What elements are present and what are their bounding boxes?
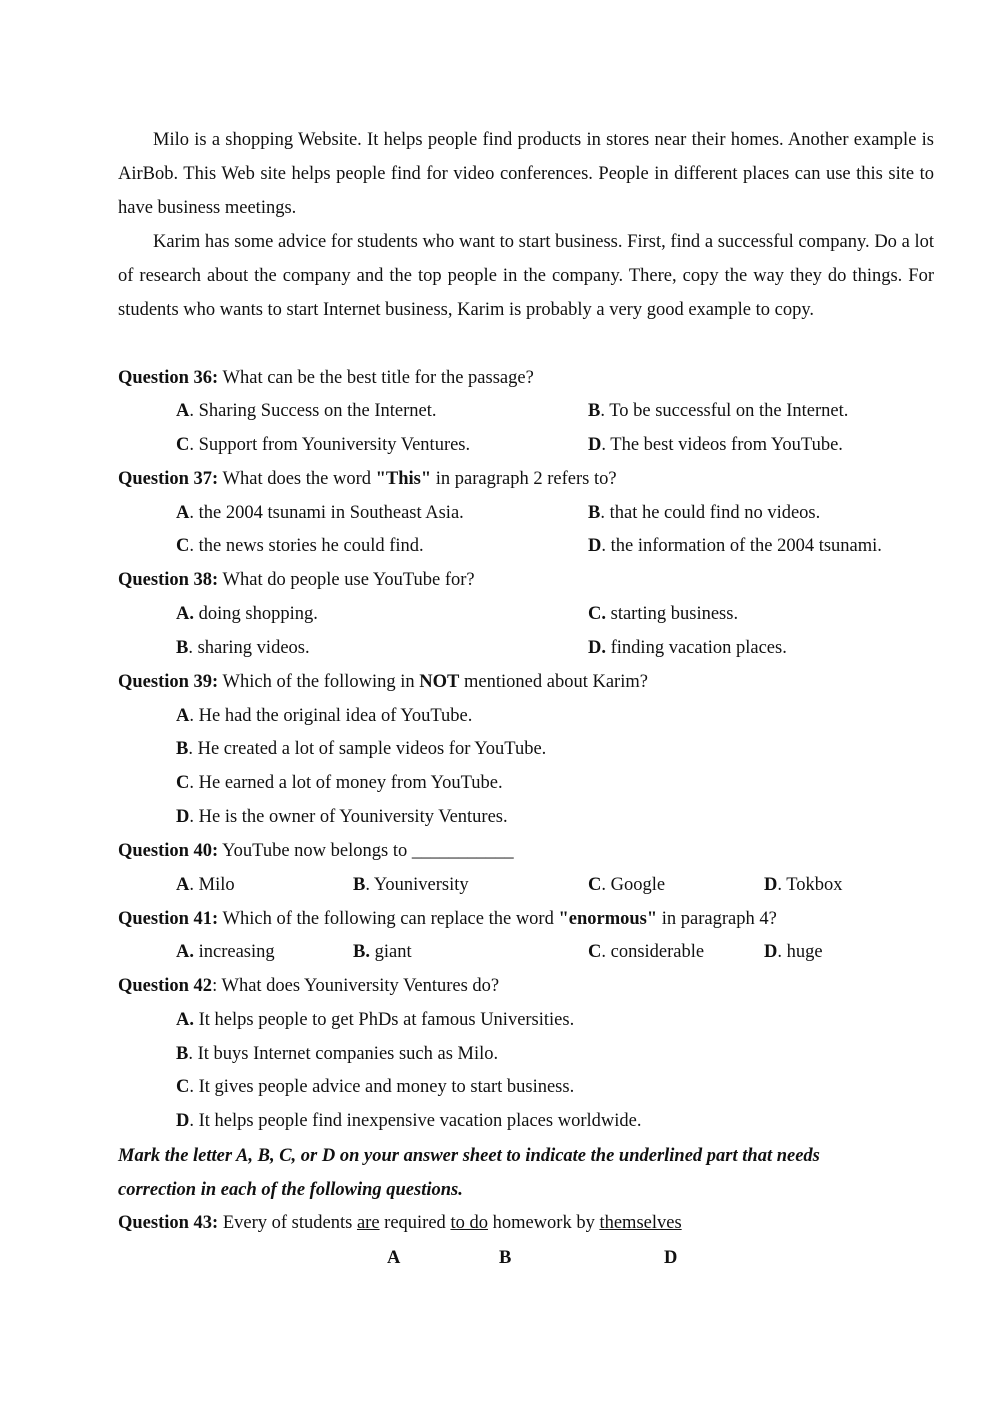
q37-option-d: D. the information of the 2004 tsunami. (588, 536, 882, 556)
instruction-line-1: Mark the letter A, B, C, or D on your answer sheet to indicate the underlined part that needs (118, 1146, 820, 1166)
question-39: Question 39: Which of the following in NOT mentioned about Karim? (118, 672, 648, 692)
q39-option-b: B. He created a lot of sample videos for YouTube. (176, 739, 547, 759)
q40-option-d: D. Tokbox (764, 875, 843, 895)
q41-option-b: B. giant (353, 942, 412, 962)
q40-option-b: B. Youniversity (353, 875, 469, 895)
q36-option-d: D. The best videos from YouTube. (588, 435, 843, 455)
q43-underlined-a: are (356, 1213, 380, 1233)
question-38: Question 38: What do people use YouTube for? (118, 570, 475, 590)
q41-option-a: A. increasing (176, 942, 275, 962)
q38-option-c: C. starting business. (588, 604, 739, 624)
q36-option-c: C. Support from Youniversity Ventures. (176, 435, 471, 455)
question-37: Question 37: What does the word "This" in paragraph 2 refers to? (118, 469, 617, 489)
q38-option-a: A. doing shopping. (176, 604, 318, 624)
q43-letter-d: D (664, 1248, 678, 1268)
q43-letter-b: B (499, 1248, 512, 1268)
q39-option-c: C. He earned a lot of money from YouTube. (176, 773, 503, 793)
q43-letter-a: A (387, 1248, 401, 1268)
question-40: Question 40: YouTube now belongs to ___________ (118, 841, 514, 861)
q42-option-a: A. It helps people to get PhDs at famous Universities. (176, 1010, 575, 1030)
q37-option-a: A. the 2004 tsunami in Southeast Asia. (176, 503, 464, 523)
q40-option-c: C. Google (588, 875, 666, 895)
q43-underlined-d: themselves (599, 1213, 682, 1233)
q42-option-d: D. It helps people find inexpensive vacation places worldwide. (176, 1111, 642, 1131)
q43-underlined-b: to do (450, 1213, 488, 1233)
q41-option-c: C. considerable (588, 942, 705, 962)
q41-option-d: D. huge (764, 942, 823, 962)
section-instruction (118, 1139, 938, 1207)
q42-option-b: B. It buys Internet companies such as Milo. (176, 1044, 499, 1064)
instruction-line-2: correction in each of the following questions. (118, 1180, 463, 1200)
question-43: Question 43: Every of students are required to do homework by themselves (118, 1213, 682, 1233)
q39-option-a: A. He had the original idea of YouTube. (176, 706, 473, 726)
question-42: Question 42: What does Youniversity Ventures do? (118, 976, 500, 996)
q42-option-c: C. It gives people advice and money to start business. (176, 1077, 575, 1097)
question-41: Question 41: Which of the following can replace the word "enormous" in paragraph 4? (118, 909, 777, 929)
q36-option-b: B. To be successful on the Internet. (588, 401, 849, 421)
q37-option-c: C. the news stories he could find. (176, 536, 424, 556)
q37-option-b: B. that he could find no videos. (588, 503, 821, 523)
q40-option-a: A. Milo (176, 875, 235, 895)
question-36: Question 36: What can be the best title for the passage? (118, 368, 534, 388)
q36-option-a: A. Sharing Success on the Internet. (176, 401, 437, 421)
q38-option-d: D. finding vacation places. (588, 638, 787, 658)
passage-paragraph-2: Karim has some advice for students who want to start business. First, find a successful company. Do a lot of research about the company and the top people in the company. There, copy the way they do things. For students who wants to start Internet business, Karim is probably a very good example to copy. (118, 232, 934, 320)
passage-paragraph-1: Milo is a shopping Website. It helps people find products in stores near their homes. Another example is AirBob. This Web site helps people find for video conferences. People in different places can use this site to have business meetings. (118, 130, 934, 218)
q39-option-d: D. He is the owner of Youniversity Ventures. (176, 807, 508, 827)
q38-option-b: B. sharing videos. (176, 638, 310, 658)
